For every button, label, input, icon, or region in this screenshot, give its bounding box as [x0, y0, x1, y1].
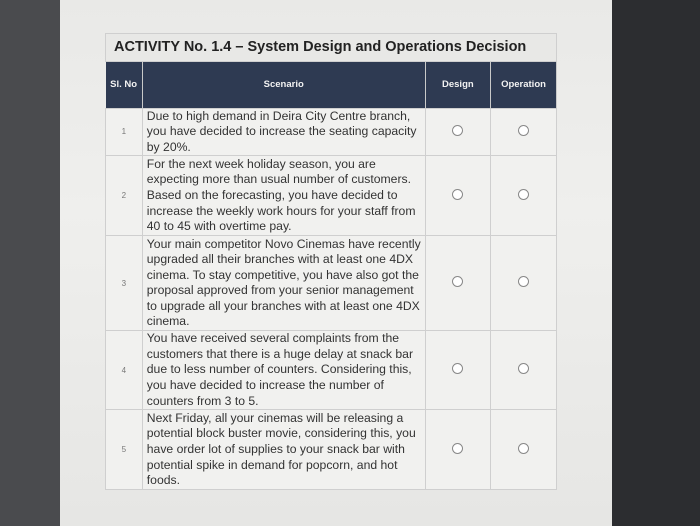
scenario-text	[142, 108, 425, 156]
scenario-text	[142, 331, 425, 410]
row-number: 4	[106, 331, 143, 410]
scenario-line: due to less number of counters. Considering this,	[146, 362, 412, 377]
scenario-line: to upgrade all your branches with at least one 4DX	[146, 298, 420, 313]
scenario-line: have order lot of supplies to your snack bar with	[146, 441, 405, 456]
design-radio[interactable]	[452, 125, 463, 136]
monitor-bezel-left	[0, 0, 60, 526]
design-radio[interactable]	[452, 443, 463, 454]
scenario-line: potential block buster movie, considering this, you	[146, 426, 416, 441]
design-cell	[425, 236, 490, 331]
operation-cell	[491, 156, 557, 236]
header-sl-no: Sl. No	[106, 62, 143, 108]
scenario-line: cinema.	[146, 314, 190, 329]
scenario-text	[142, 156, 425, 236]
scenario-line: Next Friday, all your cinemas will be releasing a	[146, 410, 404, 425]
operation-cell	[491, 108, 557, 156]
scenario-line: potential spike in demand for popcorn, and hot	[146, 457, 398, 472]
scenario-line: expecting more than usual number of customers.	[146, 172, 411, 187]
scenario-line: For the next week holiday season, you are	[146, 156, 376, 171]
design-radio[interactable]	[452, 363, 463, 374]
header-scenario: Scenario	[142, 62, 425, 108]
scenario-line: by 20%.	[146, 139, 191, 154]
scenario-line: cinema. To stay competitive, you have also got the	[146, 267, 419, 282]
table-header	[106, 62, 557, 108]
scenario-line: counters from 3 to 5.	[146, 393, 259, 408]
operation-radio[interactable]	[518, 276, 529, 287]
table-row	[106, 108, 557, 156]
header-design: Design	[425, 62, 490, 108]
scenario-line: you have decided to increase the number of	[146, 378, 384, 393]
operation-cell	[491, 410, 557, 490]
row-number: 1	[106, 108, 143, 156]
row-number: 5	[106, 410, 143, 490]
operation-radio[interactable]	[518, 363, 529, 374]
scenario-text	[142, 410, 425, 490]
operation-radio[interactable]	[518, 125, 529, 136]
scenario-text	[142, 236, 425, 331]
scenario-line: upgraded all their branches with at least one 4DX	[146, 252, 414, 267]
operation-radio[interactable]	[518, 189, 529, 200]
monitor-bezel-right	[612, 0, 700, 526]
operation-cell	[491, 236, 557, 331]
table-row	[106, 236, 557, 331]
scenario-line: proposal approved from your senior management	[146, 283, 414, 298]
scenario-line: increase the weekly work hours for your staff from	[146, 203, 416, 218]
row-number: 3	[106, 236, 143, 331]
operation-cell	[491, 331, 557, 410]
design-cell	[425, 410, 490, 490]
activity-title: ACTIVITY No. 1.4 – System Design and Operations Decision	[105, 33, 557, 62]
operation-radio[interactable]	[518, 443, 529, 454]
scenario-line: 40 to 45 with overtime pay.	[146, 219, 292, 234]
header-operation: Operation	[491, 62, 557, 108]
table-row	[106, 410, 557, 490]
design-cell	[425, 156, 490, 236]
decision-table	[105, 62, 557, 490]
scenario-line: Due to high demand in Deira City Centre branch,	[146, 108, 411, 123]
design-cell	[425, 331, 490, 410]
scenario-line: Based on the forecasting, you have decided to	[146, 187, 398, 202]
scenario-line: you have decided to increase the seating capacity	[146, 124, 417, 139]
scenario-line: You have received several complaints from the	[146, 331, 400, 346]
row-number: 2	[106, 156, 143, 236]
design-cell	[425, 108, 490, 156]
table-row	[106, 156, 557, 236]
scenario-line: foods.	[146, 473, 180, 488]
scenario-line: customers that there is a huge delay at snack bar	[146, 346, 414, 361]
design-radio[interactable]	[452, 276, 463, 287]
table-row	[106, 331, 557, 410]
design-radio[interactable]	[452, 189, 463, 200]
scenario-line: Your main competitor Novo Cinemas have recently	[146, 236, 421, 251]
